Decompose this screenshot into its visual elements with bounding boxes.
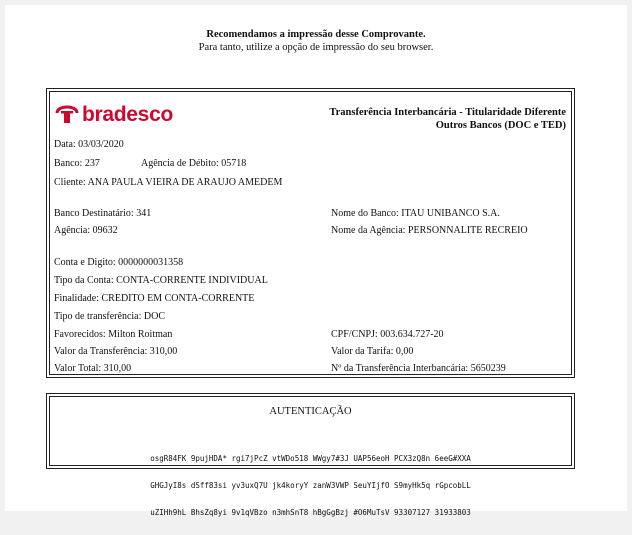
field-tipo-conta: Tipo da Conta: CONTA-CORRENTE INDIVIDUAL [54,275,268,286]
field-data: Data: 03/03/2020 [54,139,124,150]
field-finalidade: Finalidade: CREDITO EM CONTA-CORRENTE [54,293,255,304]
notice-line-2: Para tanto, utilize a opção de impressão do seu browser. [198,42,434,53]
title-line-2: Outros Bancos (DOC e TED) [435,120,566,131]
bradesco-tree-icon [55,102,79,124]
field-nome-agencia: Nome da Agência: PERSONNALITE RECREIO [331,225,528,236]
authentication-box [46,393,575,517]
field-favorecidos: Favorecidos: Milton Roitman [54,329,173,340]
bradesco-logo [55,99,173,127]
field-cliente: Cliente: ANA PAULA VIEIRA DE ARAUJO AMEDEM [54,177,283,188]
field-valor-tarifa: Valor da Tarifa: 0,00 [331,346,414,357]
field-conta: Conta e Digito: 0000000031358 [54,257,184,268]
title-line-1: Transferência Interbancária - Titularidade Diferente [329,107,566,118]
field-numero-transferencia: Nº da Transferência Interbancária: 5650239 [331,363,506,374]
field-valor-transferencia: Valor da Transferência: 310,00 [54,346,178,357]
field-agencia-debito: Agência de Débito: 05718 [141,158,247,169]
field-cpf-cnpj: CPF/CNPJ: 003.634.727-20 [331,329,444,340]
field-banco: Banco: 237 [54,158,100,169]
field-agencia: Agência: 09632 [54,225,118,236]
receipt-title [329,106,566,132]
auth-code-line-1: osgR84FK 9pujHDA* rgi7jPcZ vtWDo518 WWgy7#3J UAP56eoH PCX3zQ8n 6eeG#XXA [150,454,471,463]
receipt-box [46,88,575,378]
field-nome-banco: Nome do Banco: ITAU UNIBANCO S.A. [331,208,500,219]
brand-name: bradesco [82,103,173,126]
authentication-title: AUTENTICAÇÃO [269,406,352,417]
authentication-code [47,436,574,535]
auth-code-line-2: GHGJyI8s dSff83si yv3uxQ7U jk4koryY zanW3VWP SeuYIjfO S9myHk5q rGpcobLL [150,481,471,490]
field-valor-total: Valor Total: 310,00 [54,363,132,374]
field-tipo-transferencia: Tipo de transferência: DOC [54,311,165,322]
print-notice [0,28,632,54]
notice-line-1: Recomendamos a impressão desse Comprovante. [206,29,426,40]
auth-code-line-3: uZIHh9hL BhsZq8yi 9v1qVBzo n3mhSnT8 hBgGgBzj #O6MuTsV 93307127 31933803 [150,508,471,517]
field-banco-destinatario: Banco Destinatário: 341 [54,208,152,219]
